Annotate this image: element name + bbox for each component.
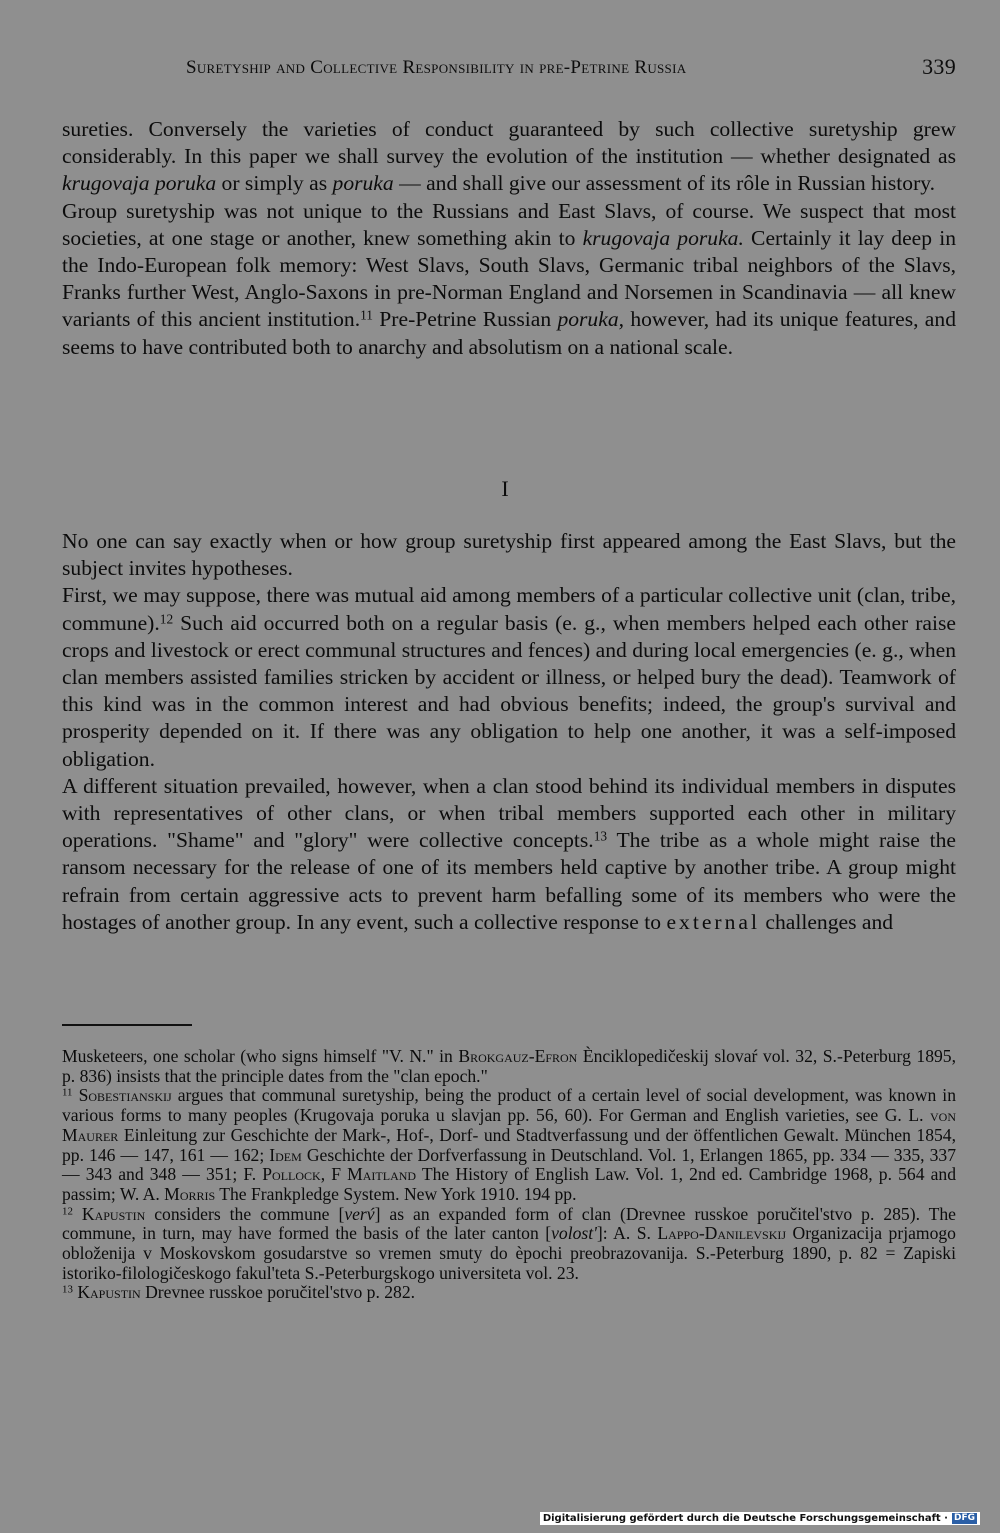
running-header bbox=[62, 54, 956, 87]
paragraph-4: First, we may suppose, there was mutual aid among members of a particular collective unit (clan, tribe, commune).$^{12}$ Such aid occurred both on a regular basis (e. g., when members helped each other raise crops and livestock or erect communal structures and fences) and during local emergencies (e. g., when clan members assisted families stricken by accident or illness, or helped bury the dead). Teamwork of this kind was in the common interest and had obvious benefits; indeed, the group's survival and prosperity depended on it. If there was any obligation to help one another, it was a self-imposed obligation. bbox=[62, 583, 956, 771]
paragraph-3: No one can say exactly when or how group suretyship first appeared among the East Slavs, but the subject invites hypotheses. bbox=[62, 529, 956, 581]
footnote-12: $^{12}$ Kapustin considers the commune [verv́] as an expanded form of clan (Drevnee russkoe poručitel'stvo p. 285). The commune, in turn, may have formed the basis of the later canton [volost']: A. S. Lappo-Danilevskij Organizacija prjamogo obloženija v Moskovskom gosudarstve so vremen smuty do èpochi preobrazovanija. S.-Peterburg 1890, p. 82 = Zapiski istoriko-filologičeskogo fakul'teta S.-Peterburgskogo universiteta vol. 23. bbox=[62, 1203, 956, 1283]
credit-text: Digitalisierung gefördert durch die Deutsche Forschungsgemeinschaft · bbox=[542, 1513, 948, 1524]
intro-text bbox=[62, 116, 956, 361]
section-text bbox=[62, 528, 956, 936]
footnotes bbox=[62, 1047, 956, 1303]
running-title: Suretyship and Collective Responsibility in pre-Petrine Russia bbox=[186, 57, 687, 78]
section-heading: I bbox=[501, 476, 509, 501]
footnote-ref-11[interactable]: 11 bbox=[360, 307, 373, 323]
paragraph-5: A different situation prevailed, however, when a clan stood behind its individual members in disputes with representatives of other clans, or when tribal members supported each other in military operations. "Shame" and "glory" were collective concepts.$^{13}$ The tribe as a whole might raise the ransom necessary for the release of one of its members held captive by another tribe. A group might refrain from certain aggressive acts to prevent harm befalling some of its members who were the hostages of another group. In any event, such a collective response to external challenges and bbox=[62, 773, 956, 934]
page-number: 339 bbox=[922, 54, 956, 79]
footnote-13: $^{13}$ Kapustin Drevnee russkoe poručitel'stvo p. 282. bbox=[62, 1282, 416, 1303]
paragraph-1: sureties. Conversely the varieties of conduct guaranteed by such collective suretyship grew considerably. In this paper we shall survey the evolution of the institution — whether designated as krugovaja poruka or simply as poruka — and shall give our assessment of its rôle in Russian history. bbox=[62, 117, 956, 196]
footnote-continued: Musketeers, one scholar (who signs himself "V. N." in Brokgauz-Efron Ènciklopedičeskij slovaŕ vol. 32, S.-Peterburg 1895, p. 836) insists that the principle dates from the "clan epoch." bbox=[62, 1046, 956, 1086]
paragraph-2: Group suretyship was not unique to the Russians and East Slavs, of course. We suspect that most societies, at one stage or another, knew something akin to krugovaja poruka. Certainly it lay deep in the Indo-European folk memory: West Slavs, South Slavs, Germanic tribal neighbors of the Slavs, Franks further West, Anglo-Saxons in pre-Norman England and Norsemen in Scandinavia — all knew variants of this ancient institution.$^{11}$ Pre-Petrine Russian poruka, however, had its unique features, and seems to have contributed both to anarchy and absolutism on a national scale. bbox=[62, 198, 957, 359]
dfg-logo-icon: DFG bbox=[953, 1513, 975, 1523]
footnote-rule bbox=[62, 1024, 192, 1026]
footnote-ref-12[interactable]: 12 bbox=[159, 610, 174, 626]
footnote-ref-13[interactable]: 13 bbox=[593, 828, 608, 844]
dfg-credit bbox=[540, 1512, 980, 1525]
footnote-11: $^{11}$ Sobestianskij argues that communal suretyship, being the product of a certain level of social development, was known in various forms to many peoples (Krugovaja poruka u slavjan pp. 56, 60). For German and English varieties, see G. L. von Maurer Einleitung zur Geschichte der Mark-, Hof-, Dorf- und Stadtverfassung und der öffentlichen Gewalt. München 1854, pp. 146 — 147, 161 — 162; Idem Geschichte der Dorfverfassung in Deutschland. Vol. 1, Erlangen 1865, pp. 334 — 335, 337 — 343 and 348 — 351; F. Pollock, F Maitland The History of English Law. Vol. 1, 2nd ed. Cambridge 1968, p. 564 and passim; W. A. Morris The Frankpledge System. New York 1910. 194 pp. bbox=[62, 1085, 957, 1204]
